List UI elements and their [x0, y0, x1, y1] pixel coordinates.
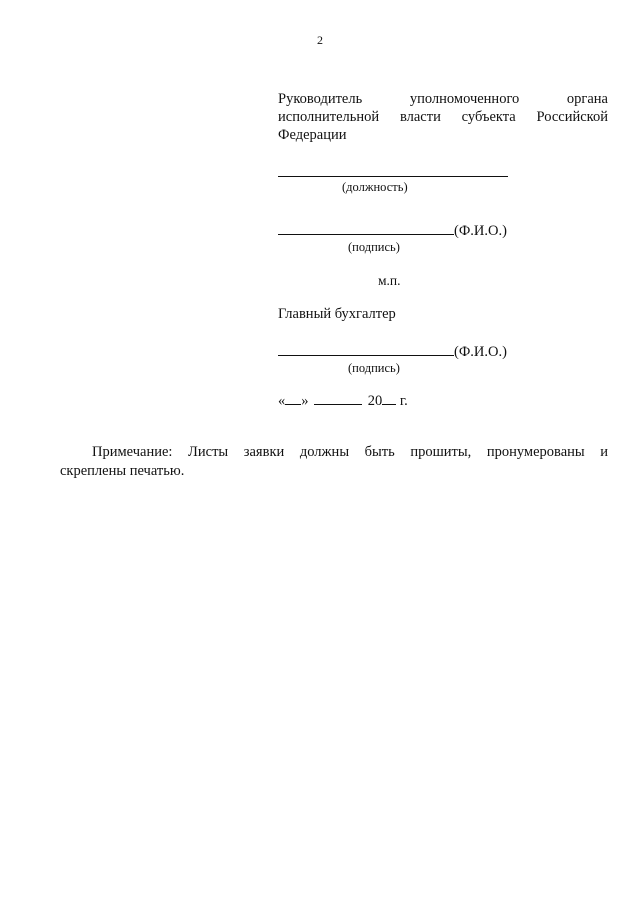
signature-row-1 — [278, 220, 507, 240]
page-number: 2 — [317, 33, 323, 47]
signature-blank-line-2 — [278, 341, 454, 356]
date-month-blank — [314, 392, 362, 405]
date-line — [278, 392, 408, 410]
date-year-prefix: 20 — [367, 393, 383, 409]
note-paragraph — [60, 443, 608, 481]
date-open-quote: « — [278, 393, 286, 409]
position-blank-line — [278, 162, 508, 177]
signature-caption-1: (подпись) — [348, 240, 400, 254]
date-day-blank — [285, 392, 301, 405]
date-close-quote: » — [301, 393, 309, 409]
chief-accountant-label: Главный бухгалтер — [278, 306, 396, 322]
stamp-place: м.п. — [378, 273, 401, 288]
date-year-suffix: г. — [399, 393, 408, 409]
note-line-2: скреплены печатью. — [60, 463, 185, 479]
note-line-1: Примечание: Листы заявки должны быть прошиты, пронумерованы и — [92, 444, 608, 460]
head-title-line-3: Федерации — [278, 127, 347, 143]
date-year-blank — [382, 392, 396, 405]
fio-label-1: (Ф.И.О.) — [454, 223, 507, 239]
signature-caption-2: (подпись) — [348, 361, 400, 375]
position-caption: (должность) — [342, 180, 408, 194]
signature-block — [278, 90, 608, 409]
signature-blank-line-1 — [278, 220, 454, 235]
signature-row-2 — [278, 341, 507, 361]
head-title-line-2: исполнительной власти субъекта Российской — [278, 109, 608, 125]
head-title-line-1: Руководитель уполномоченного органа — [278, 91, 608, 107]
head-title — [278, 90, 608, 144]
fio-label-2: (Ф.И.О.) — [454, 344, 507, 360]
